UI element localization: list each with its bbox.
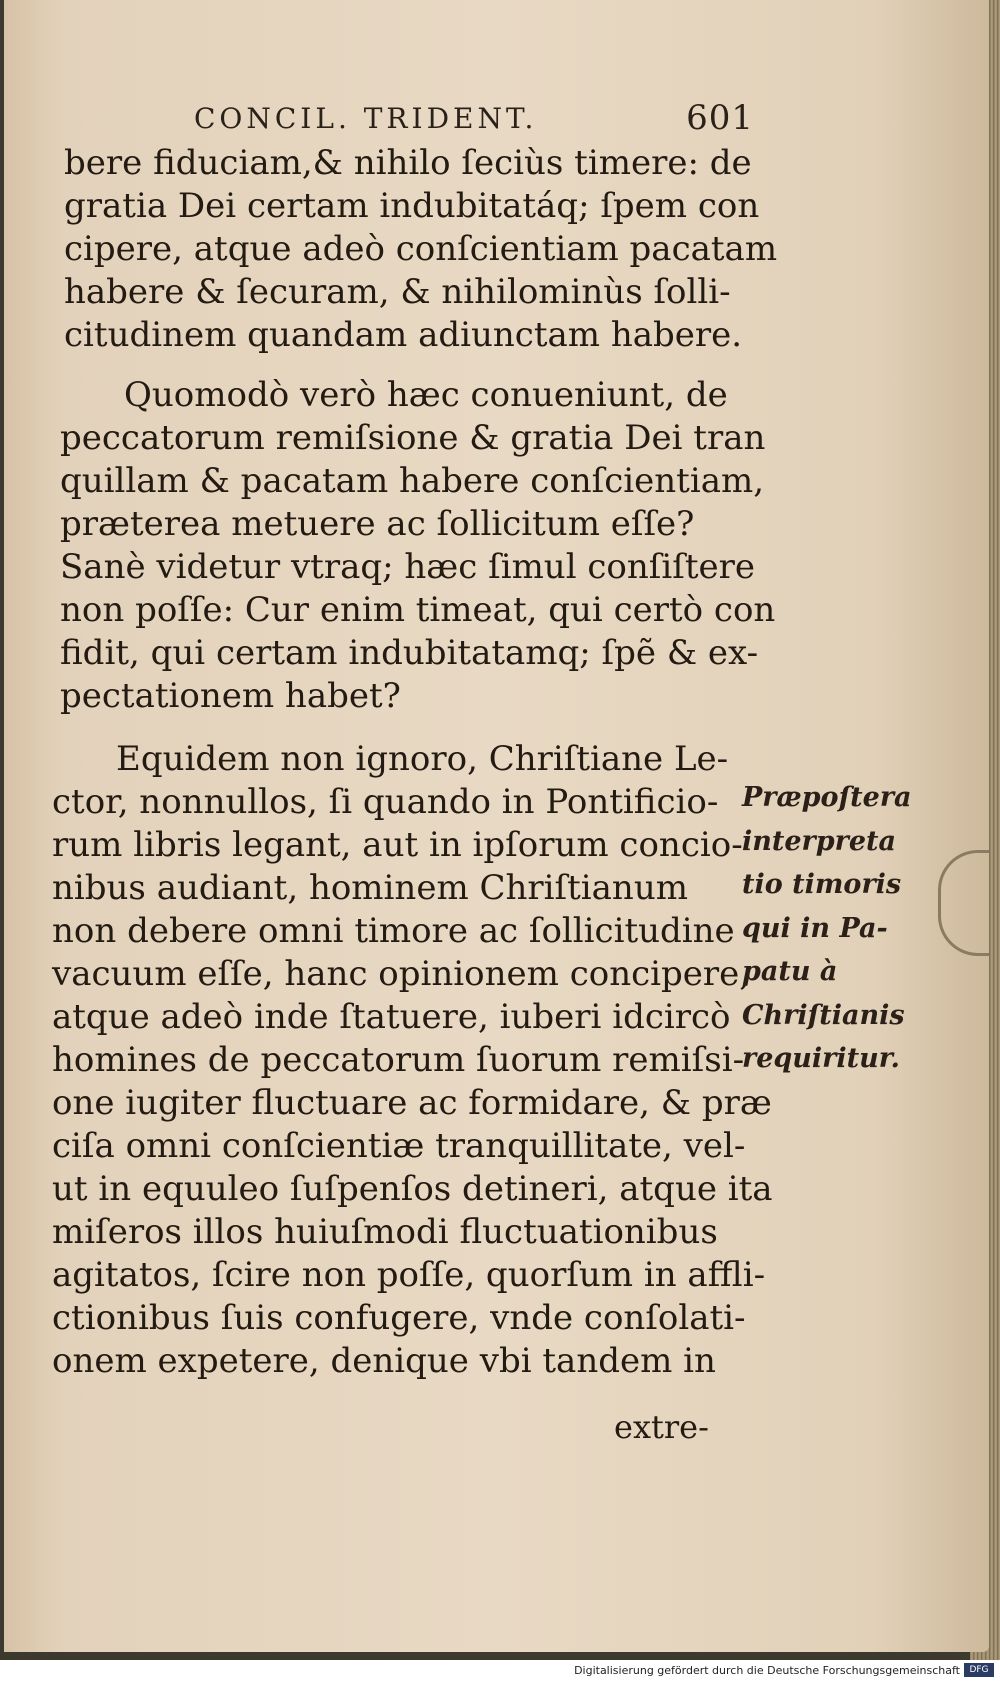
text-line: ctionibus ſuis confugere, vnde conſolati- [52,1298,746,1338]
text-line: atque adeò inde ſtatuere, iuberi idcircò [52,997,731,1037]
catchword: extre- [614,1408,709,1446]
text-line: ut in equuleo ſuſpenſos detineri, atque ita [52,1169,773,1209]
running-header [194,98,754,138]
text-line: pectationem habet? [60,676,401,716]
folio-number: 601 [686,98,754,138]
dfg-logo: DFG [964,1663,994,1677]
text-line: onem expetere, denique vbi tandem in [52,1341,716,1381]
marginal-note-line: requiritur. [742,1043,900,1074]
marginal-note-line: interpreta [742,825,897,857]
text-line: citudinem quandam adiunctam habere. [64,315,743,355]
text-line: ctor, nonnullos, ſi quando in Pontificio- [52,782,719,822]
text-line: gratia Dei certam indubitatáq; ſpem con [64,186,760,226]
text-line: agitatos, ſcire non poſſe, quorſum in affli- [52,1255,766,1295]
text-line: miſeros illos huiuſmodi fluctuationibus [52,1212,718,1252]
text-line: peccatorum remiſsione & gratia Dei tran [60,418,766,458]
text-line: nibus audiant, hominem Chriſtianum [52,868,688,908]
marginal-note-line: patu à [742,956,838,987]
text-line: ciſa omni conſcientiæ tranquillitate, vel- [52,1126,746,1166]
text-line: Sanè videtur vtraq; hæc ſimul conſiſtere [60,547,755,587]
text-line: quillam & pacatam habere conſcientiam, [60,461,765,501]
text-line: cipere, atque adeò conſcientiam pacatam [64,229,778,269]
digitization-footer [0,1660,1000,1681]
text-line: habere & ſecuram, & nihilominùs ſolli- [64,272,731,312]
book-clasp [938,850,989,956]
text-line: rum libris legant, aut in ipſorum concio- [52,825,743,865]
text-line: vacuum eſſe, hanc opinionem concipere, [52,954,751,994]
text-line: one iugiter fluctuare ac formidare, & præ [52,1083,772,1123]
marginal-note-line: qui in Pa- [742,912,888,944]
paragraph-3 [52,738,773,1383]
text-line: Quomodò verò hæc conueniunt, de [124,375,728,415]
text-line: bere fiduciam,& nihilo ſeciùs timere: de [64,143,752,183]
marginal-note-line: Præpoſtera [742,782,912,813]
paragraph-2 [60,374,776,718]
text-line: homines de peccatorum ſuorum remiſsi- [52,1040,745,1080]
text-line: præterea metuere ac ſollicitum eſſe? [60,504,695,544]
text-line: Equidem non ignoro, Chriſtiane Le- [116,739,729,779]
paragraph-1 [64,142,778,357]
running-title: CONCIL. TRIDENT. [194,102,538,135]
text-line: non debere omni timore ac ſollicitudine [52,911,735,951]
book-page [4,0,989,1652]
funding-credit: Digitalisierung gefördert durch die Deutsche Forschungsgemeinschaft [574,1664,960,1677]
marginal-note-line: tio timoris [742,869,902,900]
text-line: fidit, qui certam indubitatamq; ſpẽ & ex- [60,633,759,673]
text-line: non poſſe: Cur enim timeat, qui certò con [60,590,776,630]
marginal-note [742,776,912,1081]
marginal-note-line: Chriſtianis [742,999,905,1031]
